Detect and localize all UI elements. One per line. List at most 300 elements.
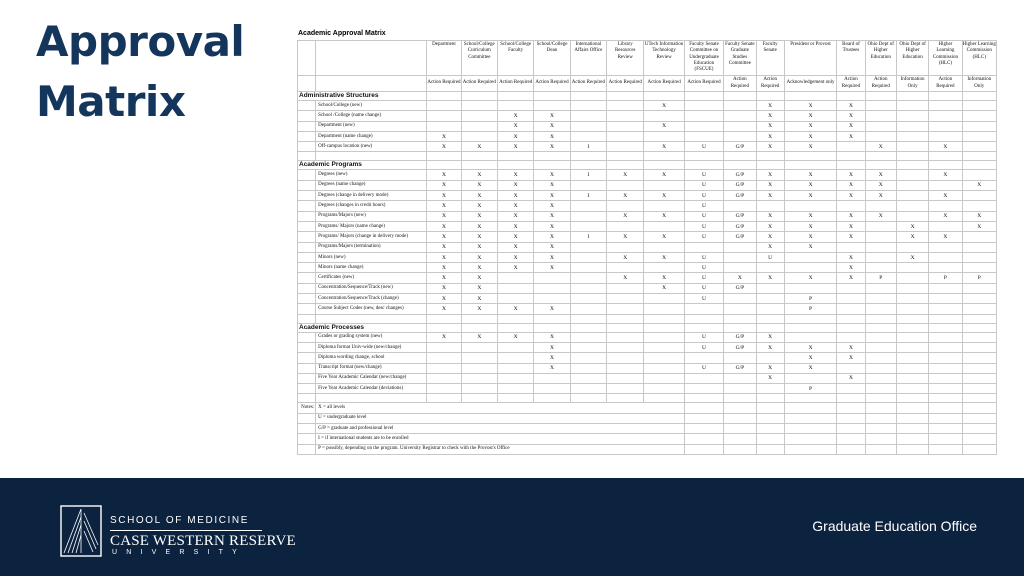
row-label: Department (name change)	[316, 131, 427, 141]
approval-cell: X	[962, 180, 996, 190]
approval-cell: X	[756, 180, 784, 190]
approval-cell	[962, 201, 996, 211]
column-header: Faculty Senate	[756, 41, 784, 76]
note-text: I = if international students are to be enrolled	[316, 434, 685, 444]
matrix-row	[298, 121, 997, 131]
approval-cell	[644, 363, 684, 373]
approval-cell	[865, 201, 896, 211]
approval-cell	[724, 252, 756, 262]
approval-cell: X	[837, 221, 865, 231]
approval-cell: X	[461, 283, 497, 293]
approval-cell: X	[497, 332, 533, 342]
approval-cell: X	[929, 191, 962, 201]
approval-cell: X	[427, 221, 461, 231]
row-label: Minors (new)	[316, 252, 427, 262]
approval-cell: X	[756, 342, 784, 352]
approval-cell	[607, 304, 644, 314]
approval-cell: U	[684, 180, 723, 190]
approval-cell	[461, 101, 497, 111]
approval-cell	[607, 121, 644, 131]
approval-cell: X	[461, 221, 497, 231]
approval-cell	[962, 332, 996, 342]
column-header: School/College Faculty	[497, 41, 533, 76]
approval-cell	[534, 384, 570, 394]
row-label: Transcript format (new/change)	[316, 363, 427, 373]
approval-cell	[896, 180, 928, 190]
approval-cell	[962, 283, 996, 293]
note-text: G/P = graduate and professional level	[316, 424, 685, 434]
approval-cell: U	[684, 332, 723, 342]
approval-cell: X	[784, 191, 837, 201]
matrix-row	[298, 101, 997, 111]
approval-cell	[962, 101, 996, 111]
matrix-row	[298, 363, 997, 373]
note-row	[298, 444, 997, 454]
approval-cell: G/P	[724, 170, 756, 180]
approval-cell	[896, 121, 928, 131]
approval-cell: X	[461, 211, 497, 221]
matrix-row	[298, 384, 997, 394]
matrix-row	[298, 180, 997, 190]
approval-cell	[570, 121, 606, 131]
approval-cell: I	[570, 191, 606, 201]
approval-cell	[962, 232, 996, 242]
matrix-row	[298, 353, 997, 363]
approval-cell	[461, 353, 497, 363]
approval-cell	[724, 384, 756, 394]
approval-cell: X	[837, 121, 865, 131]
row-label: Five Year Academic Calendar (deviations)	[316, 384, 427, 394]
approval-cell: X	[756, 111, 784, 121]
approval-cell: G/P	[724, 142, 756, 152]
action-cell: Action Required	[534, 76, 570, 92]
approval-cell	[607, 131, 644, 141]
approval-cell	[929, 101, 962, 111]
approval-cell	[684, 373, 723, 383]
column-header: Faculty Senate Committee on Undergraduate Education (FSCUE)	[684, 41, 723, 76]
approval-cell	[644, 332, 684, 342]
approval-cell	[756, 283, 784, 293]
approval-cell: X	[461, 170, 497, 180]
logo-school-text: SCHOOL OF MEDICINE	[110, 515, 249, 526]
row-label: Department (new)	[316, 121, 427, 131]
approval-cell	[461, 131, 497, 141]
approval-cell	[684, 304, 723, 314]
approval-cell	[865, 332, 896, 342]
approval-cell: P	[784, 384, 837, 394]
approval-cell	[724, 353, 756, 363]
approval-cell	[865, 232, 896, 242]
approval-cell	[962, 252, 996, 262]
approval-cell	[865, 294, 896, 304]
approval-cell: X	[497, 142, 533, 152]
approval-cell: X	[756, 242, 784, 252]
matrix-row	[298, 304, 997, 314]
approval-cell: P	[929, 273, 962, 283]
approval-cell	[865, 263, 896, 273]
approval-cell	[570, 363, 606, 373]
approval-cell: X	[837, 252, 865, 262]
approval-cell	[644, 201, 684, 211]
note-row	[298, 413, 997, 423]
approval-cell: X	[534, 353, 570, 363]
approval-cell: X	[784, 142, 837, 152]
approval-cell	[570, 242, 606, 252]
approval-cell: X	[865, 191, 896, 201]
approval-cell: X	[837, 191, 865, 201]
approval-cell	[929, 332, 962, 342]
matrix-title: Academic Approval Matrix	[298, 30, 386, 37]
action-cell: Action Required	[724, 76, 756, 92]
matrix-row	[298, 221, 997, 231]
section-row	[298, 92, 997, 101]
action-cell: Action Required	[461, 76, 497, 92]
approval-cell: X	[644, 283, 684, 293]
approval-cell: X	[896, 232, 928, 242]
note-row	[298, 434, 997, 444]
approval-cell	[607, 373, 644, 383]
approval-cell: X	[497, 180, 533, 190]
approval-cell: X	[534, 142, 570, 152]
action-row	[298, 76, 997, 92]
approval-cell: U	[684, 221, 723, 231]
approval-cell	[962, 294, 996, 304]
approval-cell	[896, 332, 928, 342]
approval-cell: X	[784, 342, 837, 352]
approval-cell	[896, 294, 928, 304]
row-label: Degrees (change in delivery mode)	[316, 191, 427, 201]
approval-cell: X	[461, 304, 497, 314]
approval-cell	[962, 121, 996, 131]
approval-cell	[607, 363, 644, 373]
approval-cell	[644, 131, 684, 141]
approval-cell: X	[534, 332, 570, 342]
approval-cell: X	[784, 131, 837, 141]
approval-cell: X	[461, 242, 497, 252]
approval-cell	[497, 373, 533, 383]
approval-cell: X	[534, 131, 570, 141]
approval-cell: P	[784, 304, 837, 314]
matrix-table	[297, 40, 997, 455]
approval-cell	[607, 332, 644, 342]
approval-cell	[929, 180, 962, 190]
slide-title	[36, 12, 286, 132]
approval-cell	[962, 263, 996, 273]
approval-cell: X	[784, 221, 837, 231]
spacer-row	[298, 314, 997, 323]
approval-cell	[962, 170, 996, 180]
matrix-row	[298, 273, 997, 283]
approval-cell: X	[461, 191, 497, 201]
approval-cell	[461, 121, 497, 131]
approval-cell	[962, 353, 996, 363]
row-label: Certificates (new)	[316, 273, 427, 283]
approval-cell	[607, 221, 644, 231]
approval-cell	[865, 111, 896, 121]
row-label: Programs/ Majors (change in delivery mode)	[316, 232, 427, 242]
row-label: Grades or grading system (new)	[316, 332, 427, 342]
approval-cell: X	[427, 191, 461, 201]
approval-cell: X	[497, 211, 533, 221]
matrix-row	[298, 283, 997, 293]
approval-cell	[929, 294, 962, 304]
matrix-row	[298, 252, 997, 262]
approval-cell: X	[497, 252, 533, 262]
approval-cell	[865, 131, 896, 141]
approval-cell: X	[497, 201, 533, 211]
approval-cell: U	[684, 211, 723, 221]
approval-cell	[570, 101, 606, 111]
approval-cell	[929, 342, 962, 352]
approval-cell: X	[837, 111, 865, 121]
approval-cell: X	[896, 221, 928, 231]
approval-cell: X	[427, 211, 461, 221]
approval-cell	[534, 373, 570, 383]
approval-cell	[896, 342, 928, 352]
approval-cell	[427, 342, 461, 352]
approval-cell: X	[644, 211, 684, 221]
approval-cell: G/P	[724, 180, 756, 190]
action-cell: Action Required	[644, 76, 684, 92]
approval-cell	[644, 342, 684, 352]
approval-cell	[756, 201, 784, 211]
approval-cell	[896, 363, 928, 373]
note-row	[298, 403, 997, 413]
approval-cell	[497, 342, 533, 352]
section-title: Academic Processes	[298, 323, 427, 332]
approval-cell: G/P	[724, 342, 756, 352]
approval-cell: X	[784, 121, 837, 131]
approval-cell	[607, 101, 644, 111]
approval-cell: X	[756, 211, 784, 221]
approval-cell	[497, 283, 533, 293]
approval-cell	[896, 142, 928, 152]
approval-cell: X	[784, 180, 837, 190]
approval-cell: X	[962, 221, 996, 231]
matrix-body	[298, 92, 997, 455]
approval-cell	[896, 211, 928, 221]
matrix-row	[298, 342, 997, 352]
approval-cell	[684, 353, 723, 363]
approval-cell	[784, 283, 837, 293]
approval-cell	[427, 363, 461, 373]
row-label: Course Subject Codes (new, desc changes)	[316, 304, 427, 314]
approval-cell: X	[929, 170, 962, 180]
approval-cell	[607, 384, 644, 394]
approval-cell	[896, 191, 928, 201]
action-cell: Action Required	[837, 76, 865, 92]
approval-cell	[461, 111, 497, 121]
approval-cell	[962, 191, 996, 201]
slide-title-line-1: Approval	[36, 17, 245, 66]
action-cell: Action Required	[865, 76, 896, 92]
approval-cell	[896, 170, 928, 180]
approval-cell: X	[756, 131, 784, 141]
approval-cell: X	[644, 142, 684, 152]
approval-cell: G/P	[724, 283, 756, 293]
approval-cell	[607, 263, 644, 273]
approval-cell: X	[427, 242, 461, 252]
approval-cell: X	[962, 211, 996, 221]
approval-cell: X	[756, 121, 784, 131]
approval-cell: X	[497, 191, 533, 201]
action-cell: Action Required	[570, 76, 606, 92]
approval-cell	[929, 201, 962, 211]
approval-cell	[607, 111, 644, 121]
approval-cell	[837, 142, 865, 152]
approval-cell: P	[784, 294, 837, 304]
approval-cell	[784, 201, 837, 211]
approval-cell: X	[784, 111, 837, 121]
approval-cell	[427, 121, 461, 131]
section-title: Academic Programs	[298, 161, 427, 170]
approval-cell	[962, 142, 996, 152]
approval-cell	[570, 384, 606, 394]
approval-cell	[896, 201, 928, 211]
approval-cell: X	[756, 191, 784, 201]
approval-cell	[724, 101, 756, 111]
approval-cell: X	[756, 101, 784, 111]
column-header: School/College Curriculum Committee	[461, 41, 497, 76]
approval-cell	[865, 363, 896, 373]
matrix-row	[298, 263, 997, 273]
approval-cell	[570, 283, 606, 293]
approval-cell: X	[837, 353, 865, 363]
row-label: Off-campus location (new)	[316, 142, 427, 152]
approval-cell: U	[684, 191, 723, 201]
approval-cell	[427, 101, 461, 111]
approval-cell	[570, 131, 606, 141]
approval-cell: U	[684, 263, 723, 273]
approval-cell: X	[427, 294, 461, 304]
approval-cell	[837, 384, 865, 394]
approval-cell: X	[461, 232, 497, 242]
approval-cell	[724, 201, 756, 211]
approval-cell: X	[461, 252, 497, 262]
approval-cell	[962, 242, 996, 252]
approval-cell: U	[684, 294, 723, 304]
action-cell: Action Required	[929, 76, 962, 92]
approval-cell	[896, 353, 928, 363]
approval-cell	[684, 384, 723, 394]
approval-cell	[756, 384, 784, 394]
approval-cell	[896, 304, 928, 314]
approval-cell	[644, 353, 684, 363]
column-header: Higher Learning Commission (HLC)	[929, 41, 962, 76]
approval-cell: X	[784, 353, 837, 363]
approval-cell: X	[534, 121, 570, 131]
matrix-row	[298, 201, 997, 211]
approval-cell: X	[427, 232, 461, 242]
approval-cell	[644, 242, 684, 252]
approval-cell	[756, 353, 784, 363]
approval-cell: X	[644, 101, 684, 111]
approval-cell	[865, 121, 896, 131]
approval-cell: U	[684, 232, 723, 242]
row-label: School/College (new)	[316, 101, 427, 111]
approval-cell: X	[534, 342, 570, 352]
approval-cell	[896, 273, 928, 283]
approval-cell: X	[497, 121, 533, 131]
approval-cell	[644, 221, 684, 231]
approval-cell	[962, 304, 996, 314]
action-cell: Action Required	[684, 76, 723, 92]
approval-cell: X	[534, 221, 570, 231]
approval-cell	[962, 342, 996, 352]
approval-cell	[896, 263, 928, 273]
approval-cell: X	[607, 273, 644, 283]
approval-cell	[724, 263, 756, 273]
approval-cell	[497, 294, 533, 304]
approval-cell	[865, 304, 896, 314]
approval-cell: X	[461, 180, 497, 190]
approval-cell: I	[570, 232, 606, 242]
approval-cell: X	[427, 131, 461, 141]
approval-cell: G/P	[724, 332, 756, 342]
approval-cell	[929, 304, 962, 314]
university-logo-icon	[60, 505, 102, 557]
approval-cell: U	[684, 142, 723, 152]
approval-cell	[837, 332, 865, 342]
approval-cell: X	[644, 121, 684, 131]
approval-cell	[461, 373, 497, 383]
approval-cell: X	[427, 180, 461, 190]
approval-cell	[461, 384, 497, 394]
approval-cell: X	[534, 363, 570, 373]
approval-cell	[534, 273, 570, 283]
approval-cell	[427, 373, 461, 383]
approval-cell	[427, 111, 461, 121]
approval-cell	[534, 283, 570, 293]
approval-cell: X	[756, 273, 784, 283]
approval-cell	[570, 273, 606, 283]
approval-cell: X	[756, 221, 784, 231]
approval-cell: X	[784, 273, 837, 283]
row-label: Five Year Academic Calendar (new/change)	[316, 373, 427, 383]
approval-cell	[929, 384, 962, 394]
matrix-row	[298, 211, 997, 221]
approval-cell	[724, 121, 756, 131]
approval-cell	[570, 373, 606, 383]
action-cell: Action Required	[427, 76, 461, 92]
approval-cell: X	[534, 111, 570, 121]
approval-cell	[784, 263, 837, 273]
approval-cell	[684, 131, 723, 141]
approval-cell	[534, 101, 570, 111]
approval-cell	[570, 304, 606, 314]
approval-cell: X	[865, 142, 896, 152]
approval-cell: X	[497, 263, 533, 273]
approval-cell	[570, 353, 606, 363]
approval-cell: X	[534, 232, 570, 242]
approval-cell	[497, 363, 533, 373]
notes-label: Notes:	[298, 403, 316, 413]
approval-cell: X	[534, 191, 570, 201]
approval-cell: X	[427, 263, 461, 273]
approval-cell	[929, 111, 962, 121]
approval-cell: G/P	[724, 191, 756, 201]
approval-cell: X	[644, 191, 684, 201]
approval-cell	[929, 242, 962, 252]
approval-cell	[837, 242, 865, 252]
approval-cell: X	[427, 170, 461, 180]
approval-cell: X	[427, 252, 461, 262]
approval-cell: X	[427, 142, 461, 152]
approval-cell: X	[644, 273, 684, 283]
approval-cell: X	[837, 180, 865, 190]
approval-cell	[607, 180, 644, 190]
approval-cell	[896, 131, 928, 141]
